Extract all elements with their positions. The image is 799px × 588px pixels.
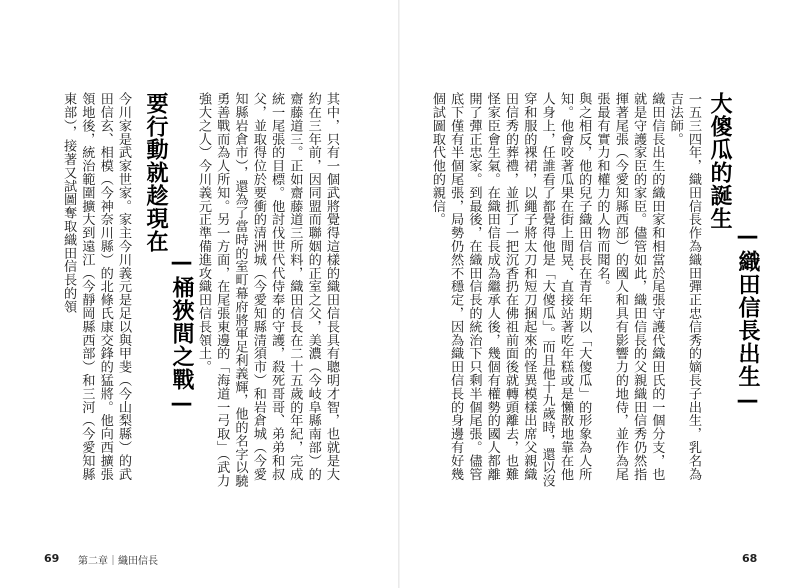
right-page-number: 68: [742, 552, 758, 565]
book-gutter: [398, 0, 400, 588]
left-page-body-top: 其中，只有一個武將覺得這樣的織田信長具有聰明才智，也就是大約在三年前，因同盟而聯姻的正室之父，美濃（今岐阜縣南部）的齋藤道三。正如齋藤道三所料，織田信長在二十五歲的年紀，完成統一尾張的目標。他討伐世代代侍奉的守護，殺死哥哥、弟弟和叔父，並取得位於要衝的清洲城（今愛知縣清須市）和岩倉城（今愛知縣岩倉市），還為了當時的室町幕府將軍足利義輝，他的名字以驍勇善戰而為人所知。另一方面，在尾張東邊的「海道一弓取」（武力強大之人）今川義元正準備進攻織田信長領土。: [195, 92, 339, 488]
running-head: 第二章｜織田信長: [78, 556, 158, 567]
right-page-subheading: —織田信長出生—: [735, 224, 760, 414]
right-page-heading: 大傻瓜的誕生: [707, 92, 732, 230]
right-page-body: 一五三四年，織田信長作為織田彈正忠信秀的嫡長子出生，乳名為吉法師。 織田信長出生的織田家和相當於尾張守護代織田氏的一個分支，也就是守護家臣的家臣。儘管如此，織田信長的父親織田信秀仍然指揮著尾張（今愛知縣西部）的國人和具有影響力的地侍，並作為尾張最有實力和權力的人物而聞名。 與之相反，他的兒子織田信長在青年期以「大傻瓜」的形象為人所知。他會咬著瓜果在街上閒晃、直接站著吃年糕或是懶散地靠在他人身上，任誰看了都覺得他是「大傻瓜」。而且他十九歲時，還以沒穿和服的裸裙，以繩子將太刀和短刀捆起來的怪異模樣出席父親織田信秀的葬禮，並抓了一把沉香扔在佛祖前面後就轉頭離去，也難怪家臣會生氣。在織田信長成為繼承人後，幾個有權勢的國人都離開了彈正忠家。到最後，在織田信長的統治下只剩半個尾張。儘管底下僅有半個尾張，局勢仍然不穩定，因為織田信長的身邊有好幾個試圖取代他的親信。: [429, 92, 701, 488]
left-page-subheading: —桶狹間之戰—: [169, 250, 194, 417]
left-page-number: 69: [44, 552, 60, 565]
left-page-heading: 要行動就趁現在: [143, 92, 168, 253]
left-page-body-bottom: 今川家是武家世家。家主今川義元是足以與甲斐（今山梨縣）的武田信玄、相模（今神奈川縣）的北條氏康交鋒的猛將。他向西擴張領地後，統治範圍擴大到遠江（今靜岡縣西部）和三河（今愛知縣東部），接著又試圖奪取織田信長的領: [61, 92, 131, 481]
